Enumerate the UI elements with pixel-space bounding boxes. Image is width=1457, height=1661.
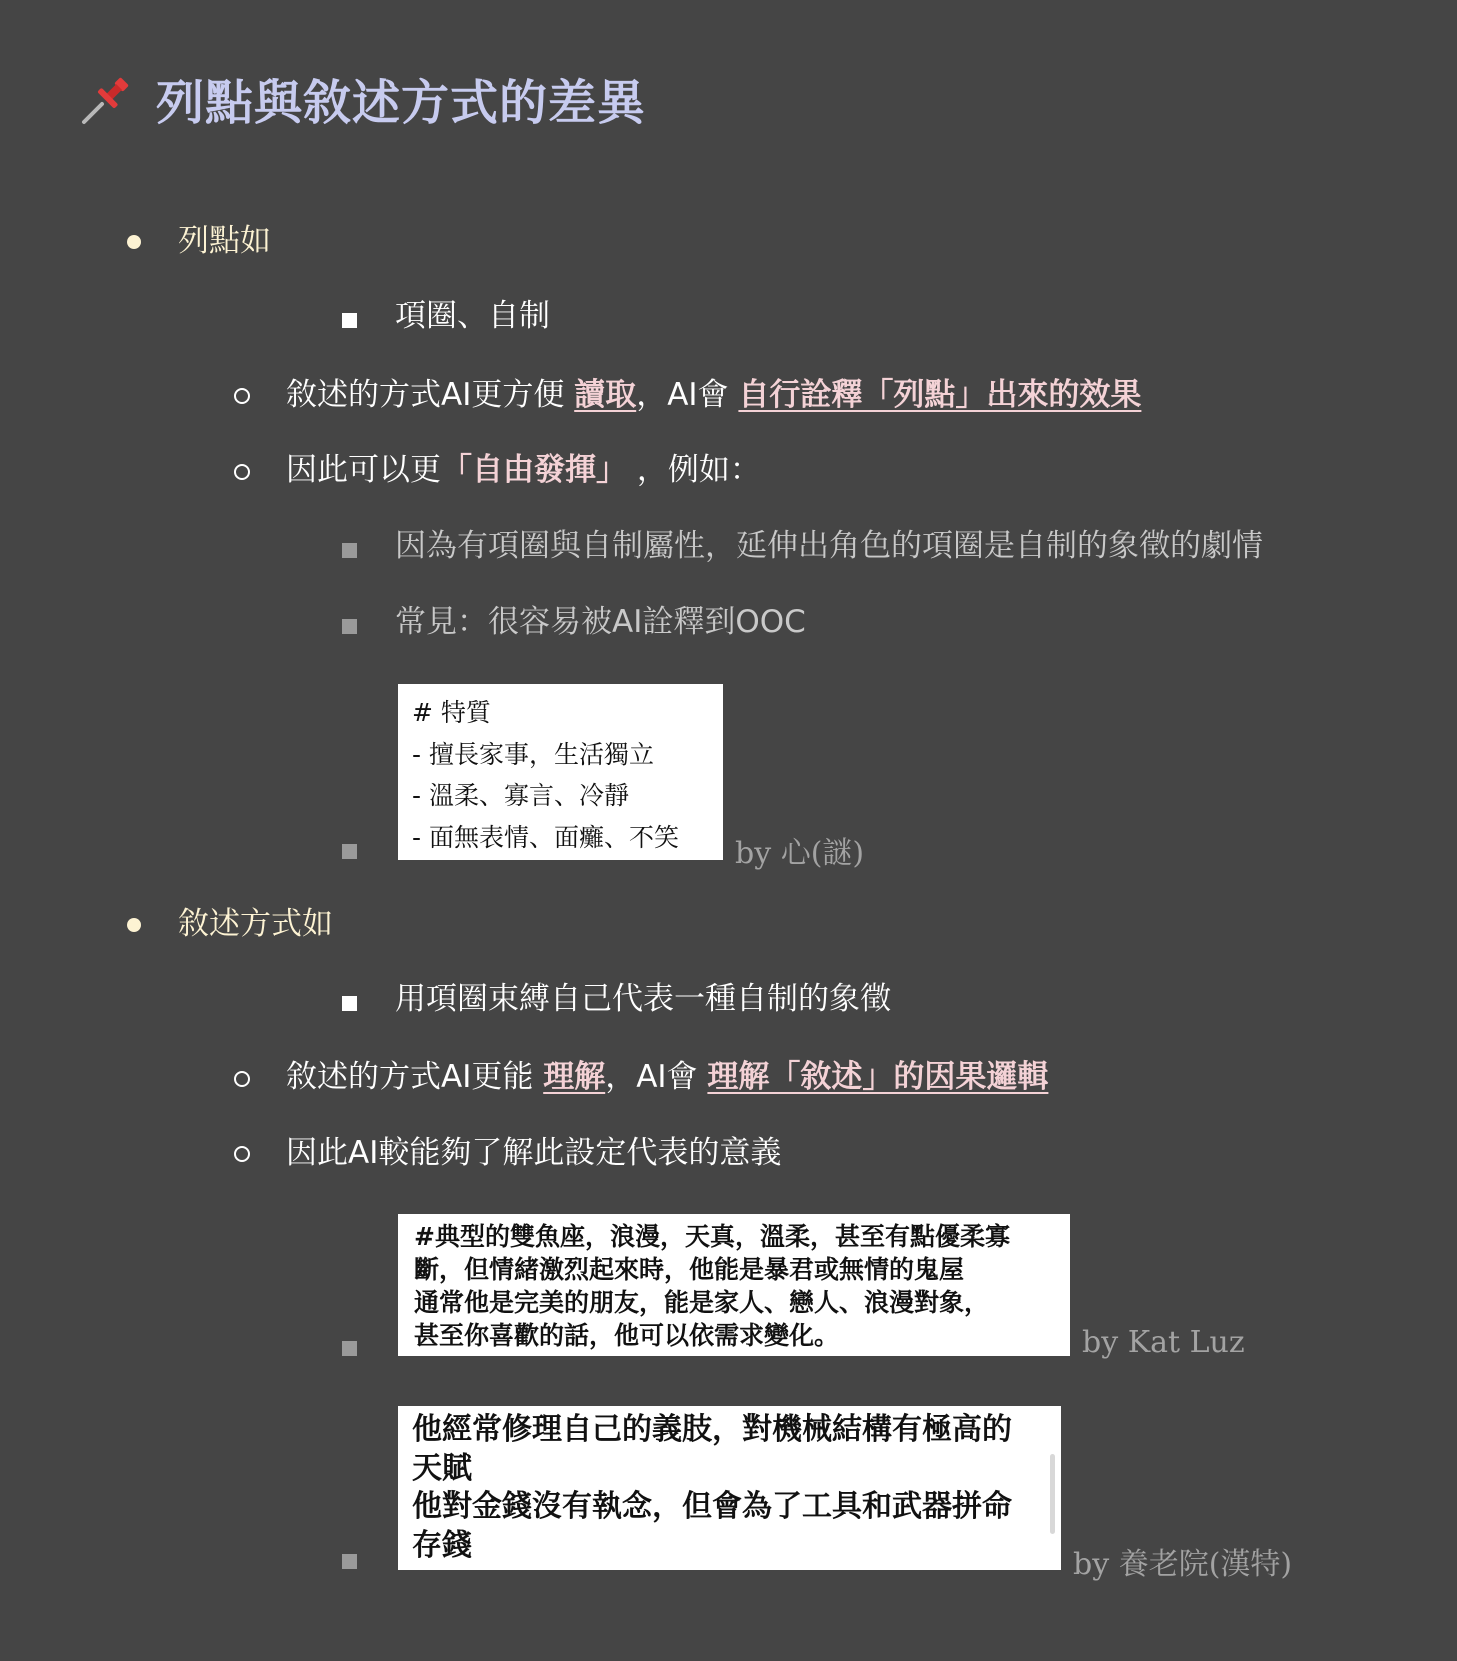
keyword-understand: 理解 bbox=[543, 1059, 606, 1095]
bullet-square bbox=[342, 313, 357, 328]
quote-credit: by Kat Luz bbox=[1082, 1325, 1245, 1360]
keyword-free: 「自由發揮」 bbox=[441, 452, 627, 488]
bullet-square bbox=[342, 996, 357, 1011]
example-narrative-style: 用項圈束縛自己代表一種自制的象徵 bbox=[395, 981, 891, 1017]
quote-box-prosthetic: 他經常修理自己的義肢，對機械結構有極高的 天賦 他對金錢沒有執念，但會為了工具和武器拼命 存錢 bbox=[398, 1406, 1061, 1570]
bullet-square bbox=[342, 844, 357, 859]
bullet-disc bbox=[127, 918, 141, 932]
quote-credit: by 心(謎) bbox=[735, 836, 865, 871]
bullet-circle bbox=[234, 464, 250, 480]
list-point-free: 因此可以更「自由發揮」 ，例如： bbox=[286, 452, 761, 488]
page-title: 列點與敘述方式的差異 bbox=[156, 75, 647, 131]
bullet-square bbox=[342, 1554, 357, 1569]
quote-box-pisces: #典型的雙魚座，浪漫，天真，溫柔，甚至有點優柔寡 斷，但情緒激烈起來時，他能是暴君或無情的鬼屋 通常他是完美的朋友，能是家人、戀人、浪漫對象， 甚至你喜歡的話，他可以依需求變化。 bbox=[398, 1214, 1070, 1356]
scrollbar bbox=[1050, 1454, 1055, 1534]
section-heading-narrative: 敘述方式如 bbox=[178, 906, 333, 942]
keyword-read: 讀取 bbox=[574, 377, 637, 413]
example-list-style: 項圈、自制 bbox=[395, 298, 550, 334]
bullet-square bbox=[342, 543, 357, 558]
bullet-square bbox=[342, 1341, 357, 1356]
quote-credit: by 養老院(漢特) bbox=[1073, 1547, 1293, 1582]
list-point-read: 敘述的方式AI更方便 讀取，AI會 自行詮釋「列點」出來的效果 bbox=[286, 377, 1142, 413]
sub-point-ooc: 常見：很容易被AI詮釋到OOC bbox=[395, 604, 806, 640]
pushpin-icon bbox=[80, 72, 134, 126]
section-heading-list: 列點如 bbox=[178, 223, 271, 259]
bullet-circle bbox=[234, 1146, 250, 1162]
page-title-row bbox=[80, 64, 646, 133]
bullet-disc bbox=[127, 235, 141, 249]
bullet-square bbox=[342, 619, 357, 634]
keyword-causality: 理解「敘述」的因果邏輯 bbox=[707, 1059, 1049, 1095]
bullet-circle bbox=[234, 388, 250, 404]
sub-point-storyline: 因為有項圈與自制屬性，延伸出角色的項圈是自制的象徵的劇情 bbox=[395, 528, 1263, 564]
narrative-point-meaning: 因此AI較能夠了解此設定代表的意義 bbox=[286, 1135, 782, 1171]
bullet-circle bbox=[234, 1071, 250, 1087]
narrative-point-understand: 敘述的方式AI更能 理解，AI會 理解「敘述」的因果邏輯 bbox=[286, 1059, 1049, 1095]
quote-box-traits: # 特質 - 擅長家事，生活獨立 - 溫柔、寡言、冷靜 - 面無表情、面癱、不笑 bbox=[398, 684, 723, 860]
keyword-interpret: 自行詮釋「列點」出來的效果 bbox=[738, 377, 1142, 413]
